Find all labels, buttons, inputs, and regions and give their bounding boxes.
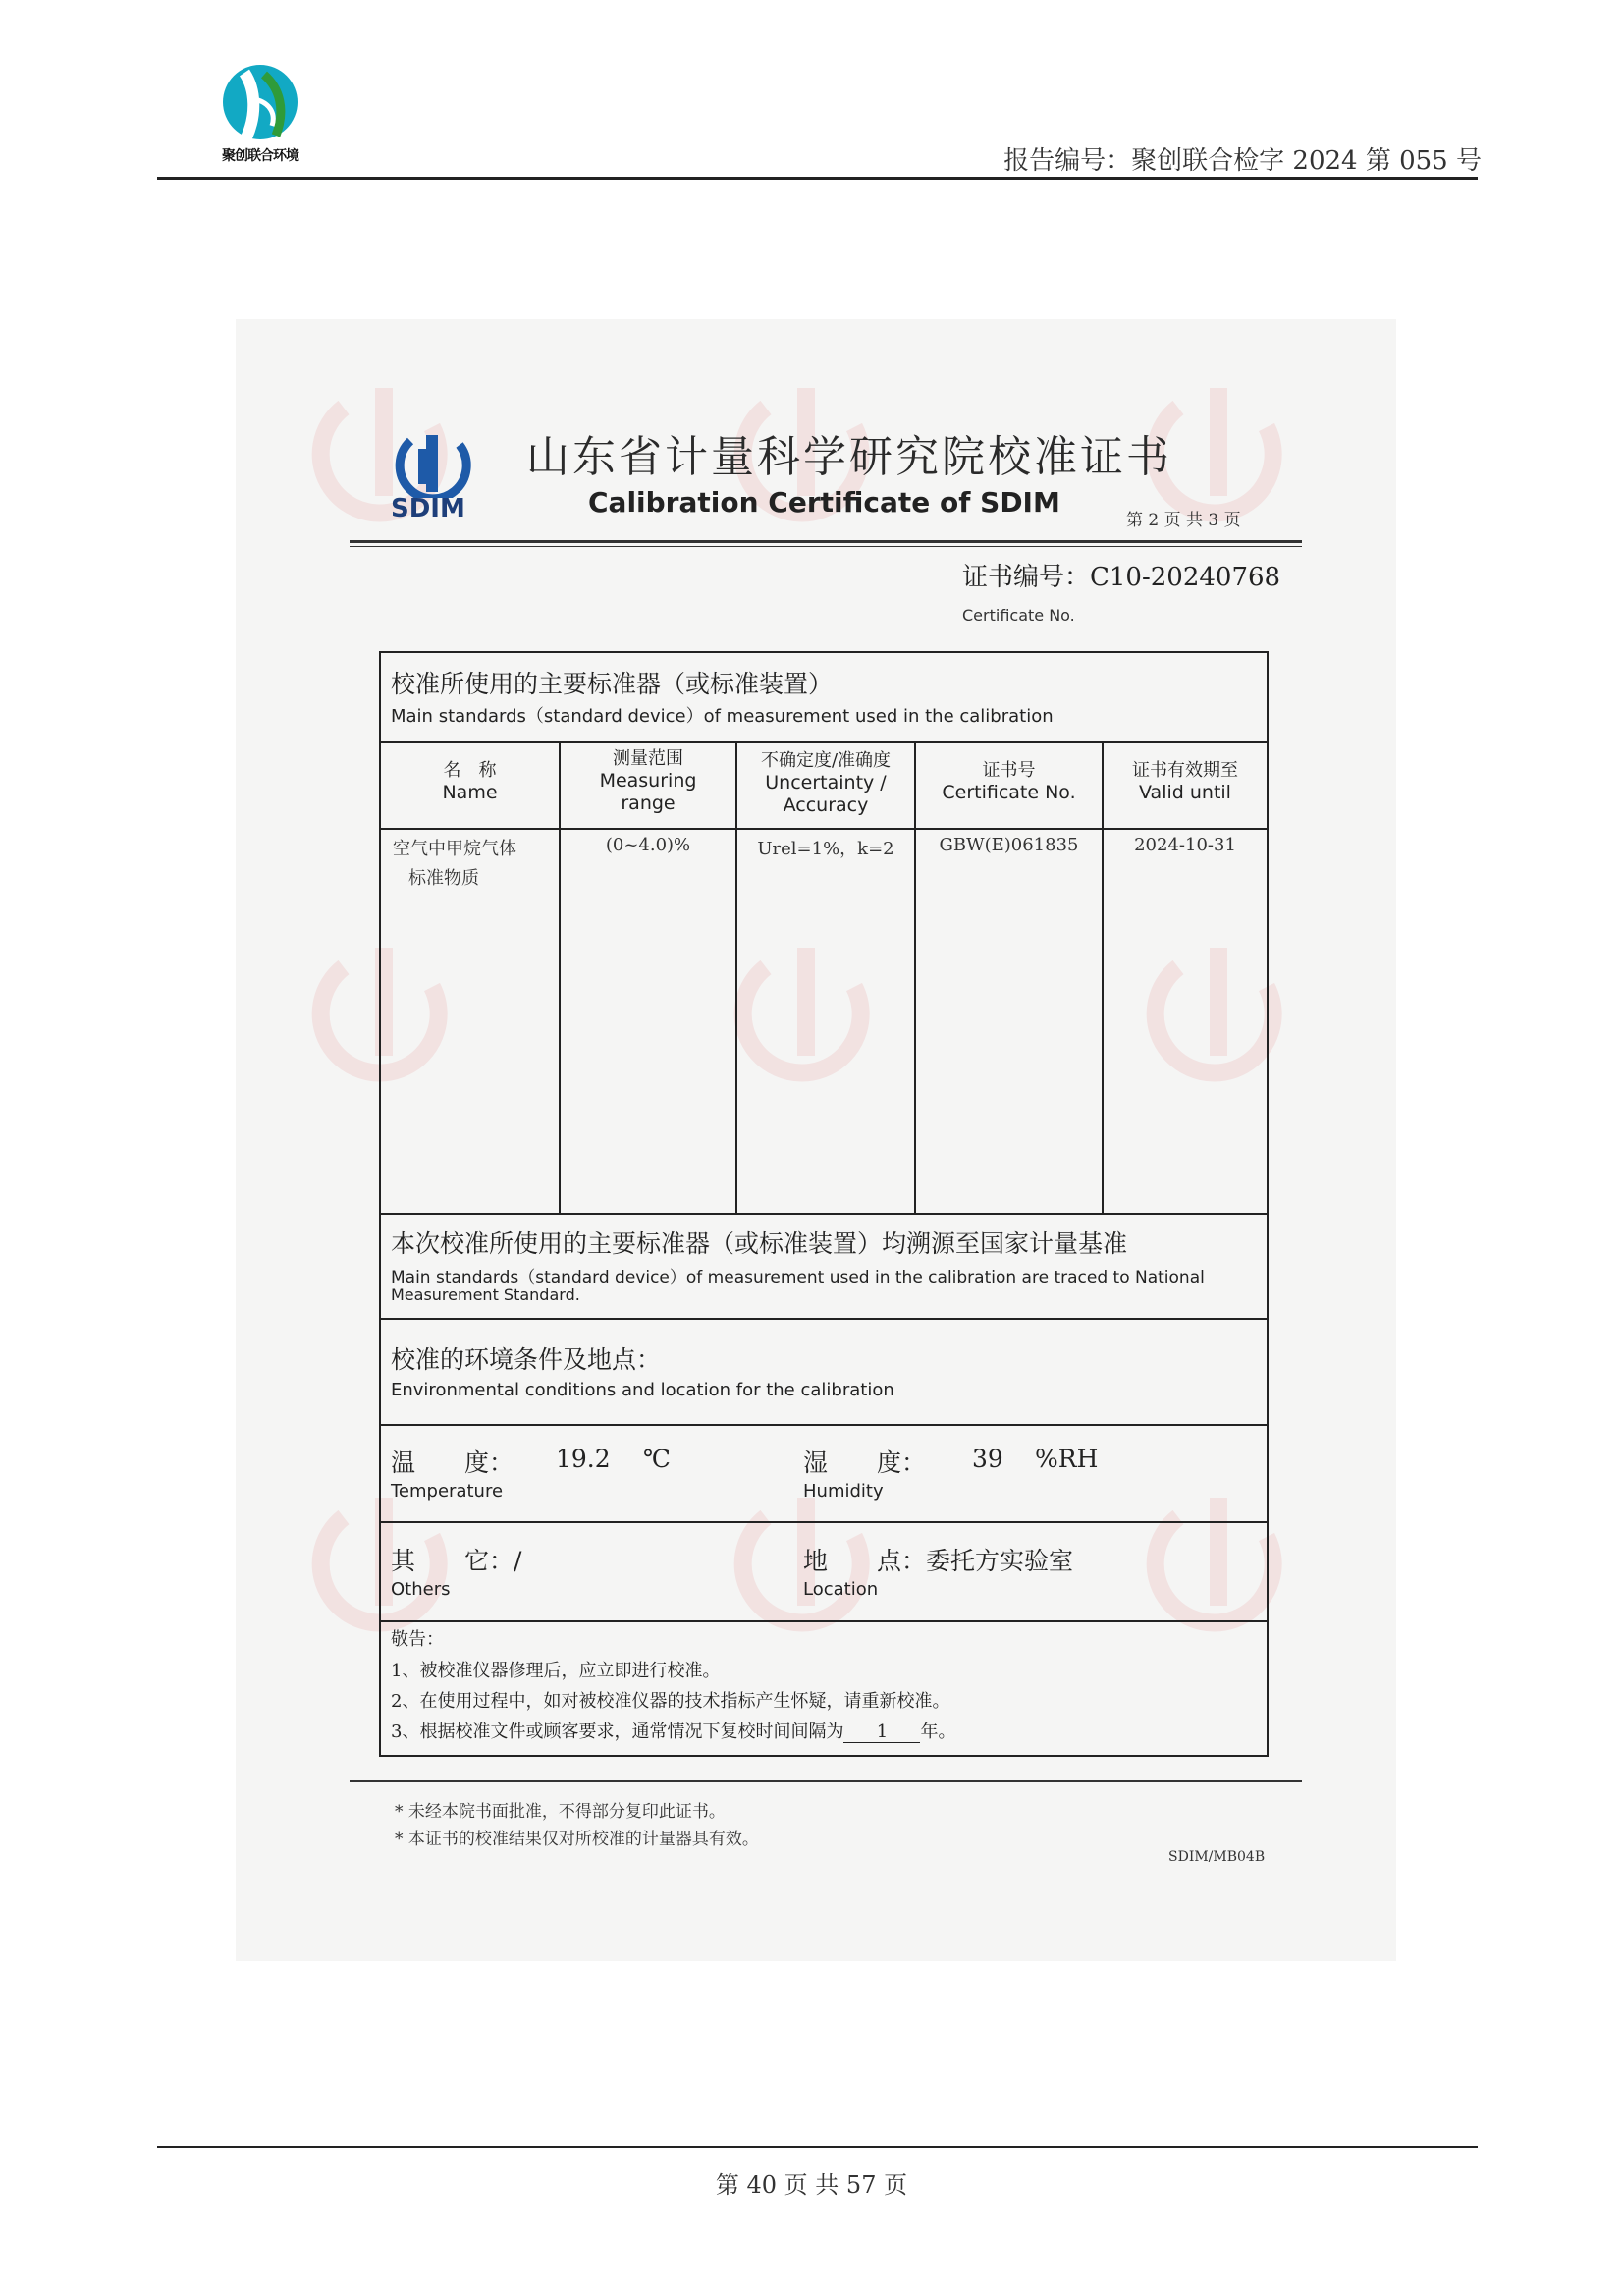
- standard-range: (0~4.0)%: [605, 835, 691, 855]
- column-header-name: 名 称 Name: [442, 760, 498, 803]
- column-header-uncertainty: 不确定度/准确度 Uncertainty / Accuracy: [760, 750, 892, 816]
- title-rule: [350, 546, 1302, 547]
- column-header-range: 测量范围 Measuring range: [599, 748, 697, 814]
- temperature-unit: ℃: [643, 1445, 671, 1473]
- temperature-label-en: Temperature: [391, 1481, 504, 1502]
- header-divider: [157, 177, 1478, 180]
- location-label: 地 点：委托方实验室: [803, 1547, 1074, 1575]
- table-rule: [379, 1424, 1269, 1426]
- notice-title: 敬告：: [391, 1629, 444, 1650]
- environment-title-cn: 校准的环境条件及地点：: [391, 1345, 662, 1374]
- notice-item-1: 1、被校准仪器修理后，应立即进行校准。: [391, 1661, 721, 1681]
- standard-cert-no: GBW(E)061835: [939, 835, 1079, 855]
- humidity-unit: %RH: [1035, 1445, 1099, 1473]
- certificate-title-en: Calibration Certificate of SDIM: [588, 486, 1060, 519]
- standard-name-line1: 空气中甲烷气体: [393, 839, 516, 859]
- location-label-en: Location: [803, 1579, 879, 1600]
- others-label: 其 它：/: [391, 1547, 522, 1575]
- company-logo: [201, 61, 319, 177]
- table-rule: [379, 1213, 1269, 1215]
- title-rule: [350, 540, 1302, 543]
- traceability-title-en-line2: Measurement Standard.: [391, 1285, 580, 1304]
- certificate-number-en: Certificate No.: [962, 606, 1075, 625]
- environment-title-en: Environmental conditions and location for the calibration: [391, 1380, 894, 1400]
- sdim-logo: [391, 429, 475, 523]
- footnote-rule: [350, 1780, 1302, 1782]
- page-number: 第 40 页 共 57 页: [715, 2171, 908, 2199]
- company-logo-text: 聚创联合环境: [222, 148, 298, 164]
- notice-item-3-suffix: 年。: [920, 1722, 956, 1742]
- footnote-1: * 未经本院书面批准，不得部分复印此证书。: [395, 1802, 726, 1822]
- recalibration-interval: 1: [843, 1722, 920, 1743]
- table-rule: [379, 828, 1269, 830]
- temperature-label: 温 度：: [391, 1449, 514, 1477]
- sdim-logo-text: SDIM: [391, 494, 465, 523]
- standard-name-line2: 标准物质: [408, 868, 479, 889]
- humidity-value: 39: [972, 1445, 1003, 1473]
- column-header-valid-until: 证书有效期至 Valid until: [1132, 760, 1238, 803]
- standard-valid-until: 2024-10-31: [1134, 835, 1236, 855]
- column-header-cert-no: 证书号 Certificate No.: [942, 760, 1076, 803]
- notice-item-2: 2、在使用过程中，如对被校准仪器的技术指标产生怀疑，请重新校准。: [391, 1691, 950, 1712]
- traceability-title-cn: 本次校准所使用的主要标准器（或标准装置）均溯源至国家计量基准: [391, 1230, 1128, 1258]
- table-rule: [379, 1620, 1269, 1622]
- notice-item-3-prefix: 3、根据校准文件或顾客要求，通常情况下复校时间间隔为: [391, 1722, 844, 1742]
- traceability-title-en: Main standards（standard device）of measurement used in the calibration are traced to National: [391, 1268, 1205, 1287]
- table-rule: [379, 741, 1269, 743]
- certificate-page-of: 第 2 页 共 3 页: [1126, 511, 1241, 530]
- table-rule: [379, 1521, 1269, 1523]
- humidity-label-en: Humidity: [803, 1481, 884, 1502]
- certificate-title-cn: 山东省计量科学研究院校准证书: [526, 432, 1172, 482]
- table-rule: [379, 1318, 1269, 1320]
- certificate-number: 证书编号：C10-20240768: [962, 563, 1281, 592]
- form-code: SDIM/MB04B: [1168, 1849, 1266, 1865]
- footer-divider: [157, 2146, 1478, 2148]
- main-standards-title-cn: 校准所使用的主要标准器（或标准装置）: [391, 670, 834, 698]
- table-column-rule: [1102, 741, 1104, 1215]
- humidity-label: 湿 度：: [803, 1449, 927, 1477]
- notice-item-3: [391, 1718, 955, 1743]
- footnote-2: * 本证书的校准结果仅对所校准的计量器具有效。: [395, 1830, 759, 1849]
- table-column-rule: [914, 741, 916, 1215]
- calibration-certificate-scan: [236, 319, 1396, 1961]
- standard-uncertainty: Urel=1%，k=2: [757, 839, 894, 859]
- main-standards-title-en: Main standards（standard device）of measurement used in the calibration: [391, 706, 1054, 727]
- report-number: 报告编号：聚创联合检字 2024 第 055 号: [1003, 146, 1482, 176]
- temperature-value: 19.2: [556, 1445, 611, 1473]
- others-label-en: Others: [391, 1579, 451, 1600]
